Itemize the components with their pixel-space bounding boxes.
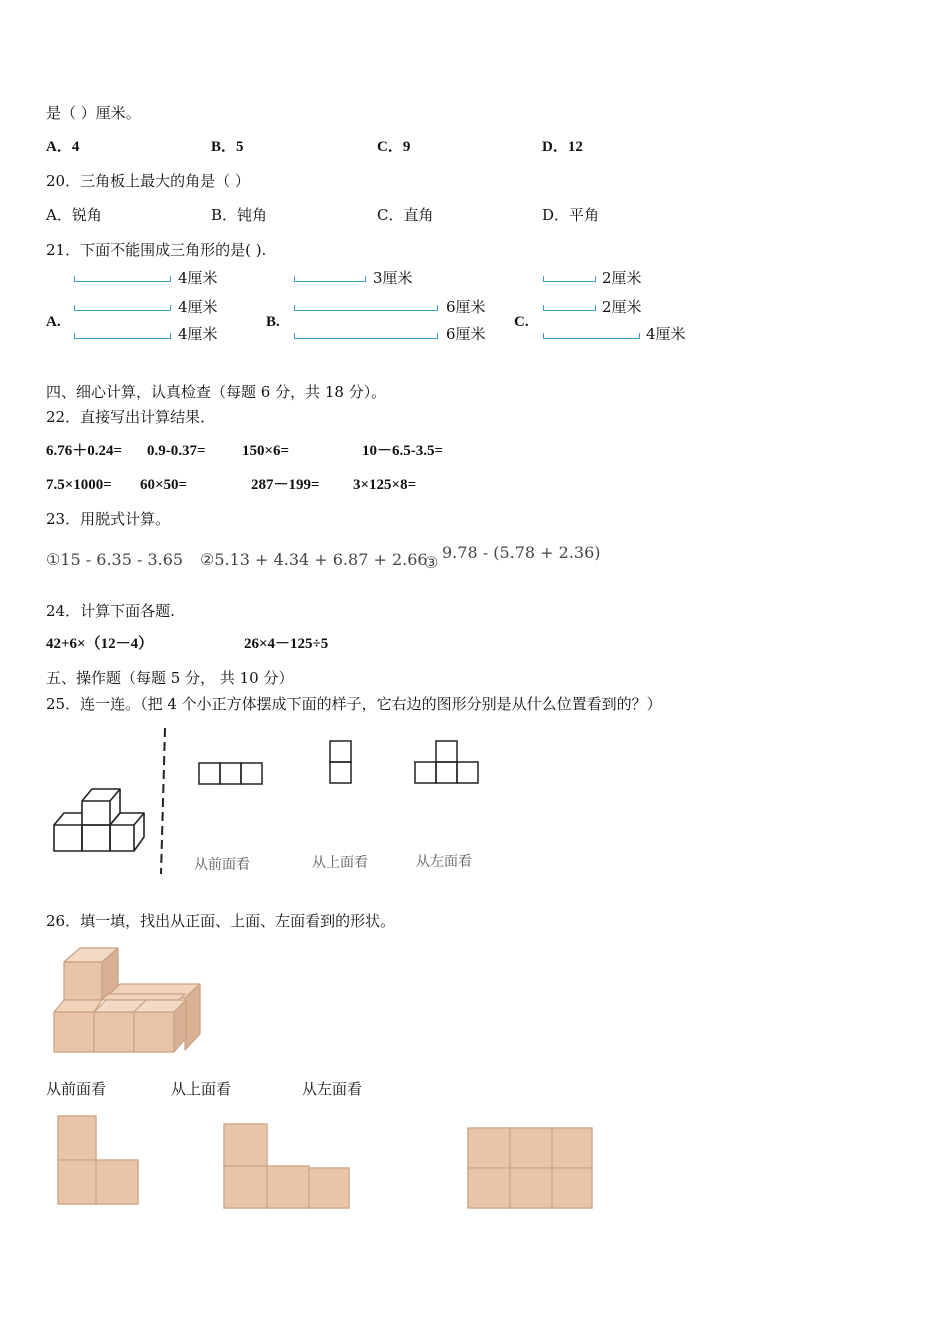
q19-stem-tail: 是（ ）厘米。 (46, 104, 141, 122)
q22-item: 60×50= (140, 477, 188, 493)
q22-item: 3×125×8= (353, 477, 417, 493)
q21-label-c: C. (514, 314, 529, 330)
q25-caption-top: 从上面看 (312, 855, 368, 871)
segment-c3-label: 4厘米 (646, 325, 686, 343)
q25-cube-stack-figure (50, 785, 150, 857)
q20-option-b: B．钝角 (211, 206, 268, 224)
q22-item: 7.5×1000= (46, 477, 112, 493)
q26-label-left: 从左面看 (302, 1080, 363, 1098)
segment-a2-label: 4厘米 (178, 298, 218, 316)
segment-c2-label: 2厘米 (602, 298, 642, 316)
q19-option-c: C．9 (377, 139, 411, 155)
q25-caption-left: 从左面看 (416, 854, 472, 870)
segment-b3-label: 6厘米 (446, 325, 486, 343)
q23-circled-3: ③ (424, 553, 439, 572)
q25-view-three-in-row (198, 762, 266, 786)
q26-front-view-shape (56, 1114, 142, 1208)
q22-item: 150×6= (242, 443, 290, 459)
q21-label-b: B. (266, 314, 280, 330)
q20-option-d: D．平角 (542, 206, 600, 224)
q23-expression-2: ②5.13 + 4.34 + 6.87 + 2.66 (200, 550, 428, 569)
q26-top-view-shape (222, 1122, 352, 1212)
q26-cube-figure (50, 944, 206, 1056)
segment-a1 (74, 276, 171, 282)
segment-a3-label: 4厘米 (178, 325, 218, 343)
section5-heading: 五、操作题（每题 5 分， 共 10 分） (46, 669, 294, 687)
q19-option-d: D．12 (542, 139, 583, 155)
q21-label-a: A. (46, 314, 61, 330)
q20-option-c: C．直角 (377, 206, 434, 224)
q25-stem: 25．连一连。（把 4 个小正方体摆成下面的样子，它右边的图形分别是从什么位置看到的？） (46, 695, 662, 713)
segment-b1-label: 3厘米 (373, 269, 413, 287)
q26-left-view-shape (466, 1126, 594, 1210)
segment-a2 (74, 305, 171, 311)
segment-c3 (543, 333, 640, 339)
q23-expression-3: 9.78 - (5.78 + 2.36) (442, 543, 601, 562)
q25-view-two-stacked (329, 740, 355, 786)
q24-stem: 24．计算下面各题. (46, 602, 175, 620)
segment-b2 (294, 305, 438, 311)
section4-heading: 四、细心计算，认真检查（每题 6 分，共 18 分）。 (46, 383, 387, 401)
q22-item: 6.76＋0.24= (46, 443, 123, 459)
q25-view-t-shape (414, 740, 484, 786)
q21-stem: 21．下面不能围成三角形的是( ). (46, 241, 267, 259)
q25-caption-front: 从前面看 (194, 857, 250, 873)
q25-dashed-divider (158, 728, 168, 874)
q20-option-a: A．锐角 (46, 206, 102, 224)
q24-expression-1: 42+6×（12－4） (46, 636, 154, 652)
segment-c1-label: 2厘米 (602, 269, 642, 287)
segment-b2-label: 6厘米 (446, 298, 486, 316)
q26-label-top: 从上面看 (171, 1080, 232, 1098)
q23-stem: 23．用脱式计算。 (46, 510, 171, 528)
segment-c2 (543, 305, 596, 311)
segment-b1 (294, 276, 366, 282)
segment-b3 (294, 333, 438, 339)
segment-a1-label: 4厘米 (178, 269, 218, 287)
q26-stem: 26．填一填，找出从正面、上面、左面看到的形状。 (46, 912, 396, 930)
q22-item: 0.9-0.37= (147, 443, 206, 459)
q23-expression-1: ①15 - 6.35 - 3.65 (46, 550, 184, 569)
segment-c1 (543, 276, 596, 282)
q20-stem: 20．三角板上最大的角是（ ） (46, 172, 250, 190)
segment-a3 (74, 333, 171, 339)
q22-item: 10－6.5-3.5= (362, 443, 444, 459)
q19-option-b: B．5 (211, 139, 244, 155)
q26-label-front: 从前面看 (46, 1080, 107, 1098)
q22-item: 287－199= (251, 477, 320, 493)
q22-stem: 22．直接写出计算结果． (46, 408, 216, 426)
q19-option-a: A．4 (46, 139, 80, 155)
q24-expression-2: 26×4－125÷5 (244, 636, 329, 652)
